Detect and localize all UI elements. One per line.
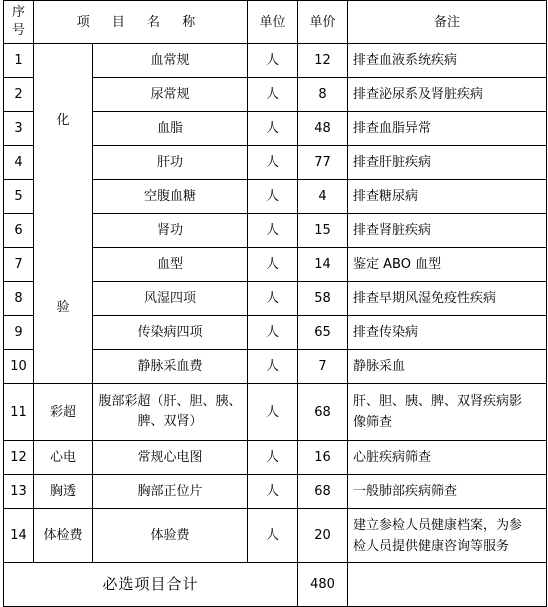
row-remark-line1: 肝、胆、胰、脾、双肾疾病影 <box>353 394 523 409</box>
row-unit: 人 <box>248 509 298 563</box>
total-remark-empty <box>348 563 547 607</box>
row-unit: 人 <box>248 248 298 282</box>
row-item-name: 风湿四项 <box>93 282 248 316</box>
exam-price-table-container <box>3 0 547 607</box>
row-item-name-line2: 脾、双肾） <box>137 414 203 429</box>
category-ultrasound: 彩超 <box>34 384 93 441</box>
total-label: 必选项目合计 <box>4 563 298 607</box>
row-unit: 人 <box>248 44 298 78</box>
table-header-row <box>4 1 547 44</box>
row-item-name: 体验费 <box>93 509 248 563</box>
row-no: 4 <box>4 146 34 180</box>
row-remark <box>348 509 547 563</box>
category-lab-top: 化 <box>56 112 70 128</box>
row-remark: 鉴定 ABO 血型 <box>348 248 547 282</box>
row-unit: 人 <box>248 112 298 146</box>
row-no: 11 <box>4 384 34 441</box>
row-unit: 人 <box>248 146 298 180</box>
row-remark: 排查肾脏疾病 <box>348 214 547 248</box>
header-item-name: 项 目 名 称 <box>34 1 248 44</box>
row-remark-line2: 像筛查 <box>353 415 393 430</box>
total-price: 480 <box>298 563 348 607</box>
row-unit: 人 <box>248 316 298 350</box>
row-item-name <box>93 384 248 441</box>
row-item-name: 常规心电图 <box>93 441 248 475</box>
row-price: 12 <box>298 44 348 78</box>
row-remark <box>348 384 547 441</box>
row-no: 5 <box>4 180 34 214</box>
row-unit: 人 <box>248 180 298 214</box>
row-price: 4 <box>298 180 348 214</box>
table-row <box>4 384 547 441</box>
row-item-name: 血常规 <box>93 44 248 78</box>
row-unit: 人 <box>248 384 298 441</box>
row-item-name: 尿常规 <box>93 78 248 112</box>
row-unit: 人 <box>248 78 298 112</box>
row-price: 16 <box>298 441 348 475</box>
row-remark: 排查血脂异常 <box>348 112 547 146</box>
row-item-name-line1: 腹部彩超（肝、胆、胰、 <box>98 394 242 409</box>
exam-price-table <box>3 0 547 607</box>
header-seq <box>4 1 34 44</box>
row-remark: 心脏疾病筛查 <box>348 441 547 475</box>
row-no: 8 <box>4 282 34 316</box>
row-item-name: 传染病四项 <box>93 316 248 350</box>
table-row <box>4 441 547 475</box>
row-no: 12 <box>4 441 34 475</box>
row-remark: 排查糖尿病 <box>348 180 547 214</box>
row-remark: 排查肝脏疾病 <box>348 146 547 180</box>
row-remark: 排查泌尿系及肾脏疾病 <box>348 78 547 112</box>
category-lab <box>34 44 93 384</box>
row-price: 65 <box>298 316 348 350</box>
row-item-name: 血型 <box>93 248 248 282</box>
table-row <box>4 475 547 509</box>
row-price: 48 <box>298 112 348 146</box>
row-item-name: 肾功 <box>93 214 248 248</box>
row-no: 13 <box>4 475 34 509</box>
category-fee: 体检费 <box>34 509 93 563</box>
row-no: 1 <box>4 44 34 78</box>
row-price: 7 <box>298 350 348 384</box>
row-price: 20 <box>298 509 348 563</box>
category-xray: 胸透 <box>34 475 93 509</box>
row-remark-line2: 检人员提供健康咨询等服务 <box>353 538 510 554</box>
category-ecg: 心电 <box>34 441 93 475</box>
row-unit: 人 <box>248 214 298 248</box>
row-no: 3 <box>4 112 34 146</box>
row-no: 2 <box>4 78 34 112</box>
total-row <box>4 563 547 607</box>
row-remark-line1: 建立参检人员健康档案，为参 <box>353 517 523 533</box>
row-price: 14 <box>298 248 348 282</box>
row-price: 68 <box>298 384 348 441</box>
header-remark: 备注 <box>348 1 547 44</box>
row-remark: 静脉采血 <box>348 350 547 384</box>
row-unit: 人 <box>248 282 298 316</box>
row-price: 77 <box>298 146 348 180</box>
table-row <box>4 509 547 563</box>
row-price: 68 <box>298 475 348 509</box>
row-price: 15 <box>298 214 348 248</box>
header-price: 单价 <box>298 1 348 44</box>
row-item-name: 胸部正位片 <box>93 475 248 509</box>
row-item-name: 肝功 <box>93 146 248 180</box>
row-remark: 排查传染病 <box>348 316 547 350</box>
row-remark: 一般肺部疾病筛查 <box>348 475 547 509</box>
header-seq-text: 序号 <box>11 5 25 38</box>
row-item-name: 血脂 <box>93 112 248 146</box>
header-unit: 单位 <box>248 1 298 44</box>
row-no: 9 <box>4 316 34 350</box>
row-item-name: 空腹血糖 <box>93 180 248 214</box>
row-unit: 人 <box>248 350 298 384</box>
row-no: 10 <box>4 350 34 384</box>
category-lab-bottom: 验 <box>56 299 70 315</box>
table-row <box>4 44 547 78</box>
row-remark: 排查血液系统疾病 <box>348 44 547 78</box>
row-price: 8 <box>298 78 348 112</box>
row-remark: 排查早期风湿免疫性疾病 <box>348 282 547 316</box>
row-no: 14 <box>4 509 34 563</box>
row-no: 6 <box>4 214 34 248</box>
row-unit: 人 <box>248 475 298 509</box>
row-unit: 人 <box>248 441 298 475</box>
row-no: 7 <box>4 248 34 282</box>
row-price: 58 <box>298 282 348 316</box>
row-item-name: 静脉采血费 <box>93 350 248 384</box>
